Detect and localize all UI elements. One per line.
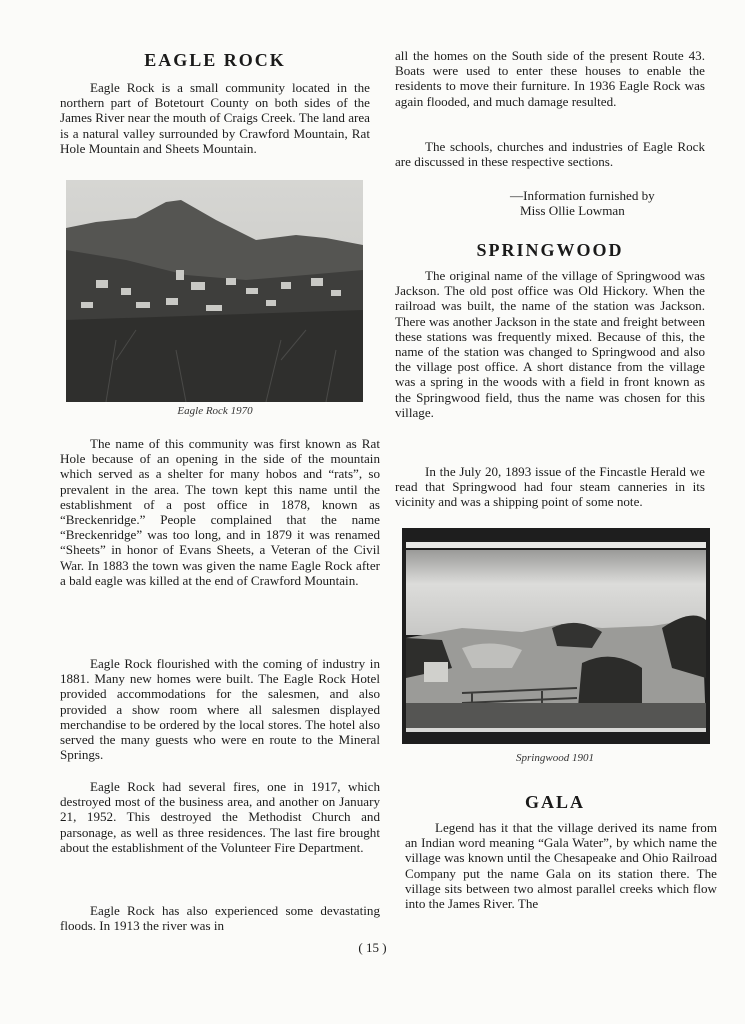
eagle-rock-paragraph-3: Eagle Rock had several fires, one in 1917, which destroyed most of the business area, and another on January 21, 1952. This destroyed the Methodist Church and parsonage, as well as three residences. The last fire brought about the establishment of the Volunteer Fire Department. [60, 779, 380, 855]
eagle-rock-paragraph-1: The name of this community was first known as Rat Hole because of an opening in the side of the mountain which served as a shelter for many hobos and “rats”, so prevalent in the area. The town kept this name until the establishment of a post office in 1878, known as “Breckenridge.” People complained that the name “Breckenridge” was too long, and in 1879 it was renamed “Sheets” in honor of Evans Sheets, a Veteran of the Civil War. In 1883 the town was given the name Eagle Rock after a bald eagle was killed at the end of Crawford Mountain. [60, 436, 380, 588]
springwood-heading: SPRINGWOOD [476, 240, 624, 260]
eagle-rock-photo [66, 180, 363, 402]
eagle-rock-intro: Eagle Rock is a small community located in the northern part of Botetourt County on both sides of the James River near the mouth of Craigs Creek. The land area is a natural valley surrounded by Crawford Mountain, Rat Hole Mountain and Sheets Mountain. [60, 80, 370, 156]
page-number: ( 15 ) [358, 940, 387, 955]
springwood-paragraph-1: The original name of the village of Springwood was Jackson. The old post office was Old Hickory. When the railroad was built, the name of the station was Jackson. There was another Jackson in the state and freight between these stations was frequently mixed. Because of this, the name of the station was changed to Springwood and also the village post office. A short distance from the village was a spring in the woods with a field in front known as the Springwood field, thus the name was chosen for this village. [395, 268, 705, 420]
springwood-photo-caption: Springwood 1901 [516, 752, 594, 764]
eagle-rock-heading: EAGLE ROCK [144, 50, 286, 70]
schools-note: The schools, churches and industries of Eagle Rock are discussed in these respective sections. [395, 139, 705, 170]
springwood-paragraph-2: In the July 20, 1893 issue of the Fincastle Herald we read that Springwood had four steam canneries in its vicinity and was a shipping point of some note. [395, 464, 705, 510]
eagle-rock-photo-caption: Eagle Rock 1970 [177, 405, 253, 417]
springwood-photo-image [402, 528, 710, 744]
credit-line-1: —Information furnished by [510, 188, 655, 203]
gala-paragraph: Legend has it that the village derived its name from an Indian word meaning “Gala Water”, by which name the village was known until the Chesapeake and Ohio Railroad Company put the name Gala on its station there. The village sits between two almost parallel creeks which flow into the James River. The [405, 820, 717, 912]
eagle-rock-paragraph-2: Eagle Rock flourished with the coming of industry in 1881. Many new homes were built. The Eagle Rock Hotel provided accommodations for the salesmen, and also provided a show room where all salesmen displayed merchandise to be ordered by the local stores. The hotel also served the many guests who were en route to the Mineral Springs. [60, 656, 380, 763]
eagle-rock-paragraph-4: Eagle Rock has also experienced some devastating floods. In 1913 the river was in [60, 903, 380, 934]
eagle-rock-photo-image [66, 180, 363, 402]
eagle-rock-continued: all the homes on the South side of the present Route 43. Boats were used to enter these houses to enable the residents to move their furniture. In 1936 Eagle Rock was again flooded, and much damage resulted. [395, 48, 705, 109]
gala-heading: GALA [524, 792, 585, 812]
credit-line-2: Miss Ollie Lowman [520, 203, 625, 218]
springwood-photo [402, 528, 710, 744]
